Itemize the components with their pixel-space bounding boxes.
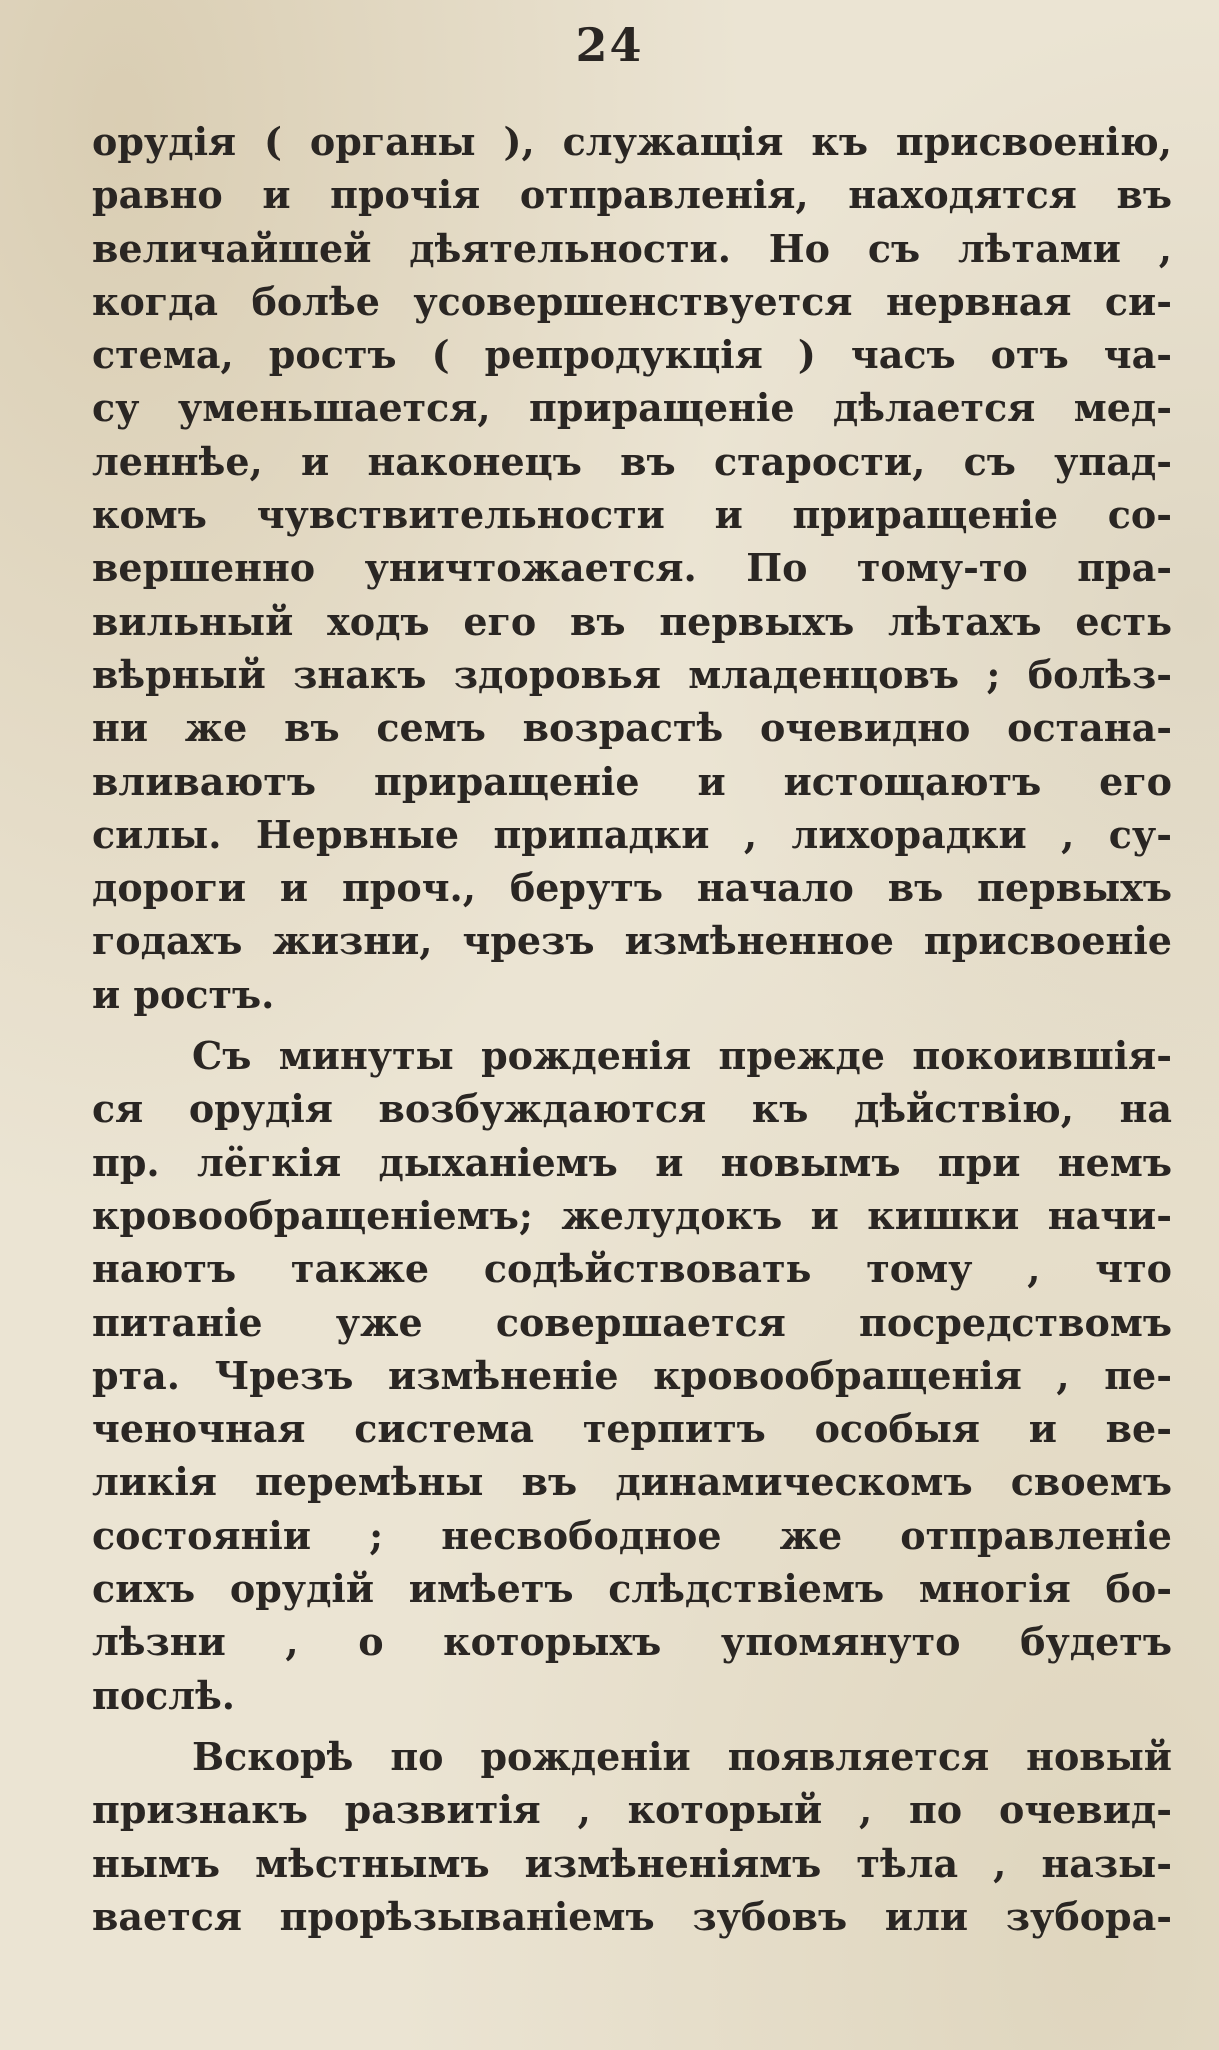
paragraph-gap — [92, 1021, 1172, 1029]
text-line: признакъ развитія , который , по очевид- — [92, 1787, 1172, 1833]
page-number: 24 — [575, 18, 644, 72]
text-line: лѣзни , о которыхъ упомянуто будетъ — [92, 1619, 1172, 1665]
text-line: пр. лёгкія дыханіемъ и новымъ при немъ — [92, 1139, 1172, 1185]
text-line: состояніи ; несвободное же отправленіе — [92, 1512, 1172, 1558]
text-line: ченочная система терпитъ особыя и ве- — [92, 1406, 1172, 1452]
text-line: леннѣе, и наконецъ въ старости, съ упад- — [92, 438, 1172, 484]
paragraph-2 — [92, 1029, 1172, 1722]
body-text — [92, 115, 1172, 1943]
text-line: послѣ. — [92, 1672, 236, 1718]
text-line: питаніе уже совершается посредствомъ — [92, 1299, 1172, 1345]
text-line: орудія ( органы ), служащія къ присвоенію, — [92, 119, 1172, 164]
text-line: вается прорѣзываніемъ зубовъ или зубора- — [92, 1893, 1172, 1939]
text-line: вершенно уничтожается. По тому-то пра- — [92, 545, 1172, 591]
text-line: годахъ жизни, чрезъ измѣненное присвоеніе — [92, 918, 1172, 964]
text-line: дороги и проч., берутъ начало въ первыхъ — [92, 865, 1172, 911]
text-line: комъ чувствительности и приращеніе со- — [92, 492, 1172, 538]
text-line: и ростъ. — [92, 971, 275, 1017]
text-line: величайшей дѣятельности. Но съ лѣтами , — [92, 225, 1172, 271]
text-line: рта. Чрезъ измѣненіе кровообращенія , пе- — [92, 1352, 1172, 1398]
text-line: су уменьшается, приращеніе дѣлается мед- — [92, 385, 1172, 431]
text-line: Съ минуты рожденія прежде покоившія- — [192, 1033, 1172, 1079]
paragraph-3 — [92, 1730, 1172, 1943]
text-line: Вскорѣ по рожденіи появляется новый — [192, 1733, 1172, 1779]
text-line: ся орудія возбуждаются къ дѣйствію, на — [92, 1086, 1172, 1132]
text-line: вѣрный знакъ здоровья младенцовъ ; болѣз- — [92, 651, 1172, 697]
paragraph-gap — [92, 1722, 1172, 1730]
text-line: ликія перемѣны въ динамическомъ своемъ — [92, 1459, 1172, 1505]
text-line: нымъ мѣстнымъ измѣненіямъ тѣла , назы- — [92, 1840, 1172, 1886]
text-line: силы. Нервные припадки , лихорадки , су- — [92, 811, 1172, 857]
text-line: вильный ходъ его въ первыхъ лѣтахъ есть — [92, 598, 1172, 644]
text-line: кровообращеніемъ; желудокъ и кишки начи- — [92, 1192, 1172, 1238]
text-line: ни же въ семъ возрастѣ очевидно остана- — [92, 705, 1172, 751]
text-line: сихъ орудій имѣетъ слѣдствіемъ многія бо- — [92, 1566, 1172, 1612]
paragraph-1 — [92, 115, 1172, 1021]
text-line: стема, ростъ ( репродукція ) часъ отъ ча- — [92, 332, 1172, 378]
text-line: наютъ также содѣйствовать тому , что — [92, 1246, 1172, 1292]
text-line: равно и прочія отправленія, находятся въ — [92, 172, 1172, 218]
text-line: когда болѣе усовершенствуется нервная си- — [92, 278, 1172, 324]
text-line: вливаютъ приращеніе и истощаютъ его — [92, 758, 1172, 804]
